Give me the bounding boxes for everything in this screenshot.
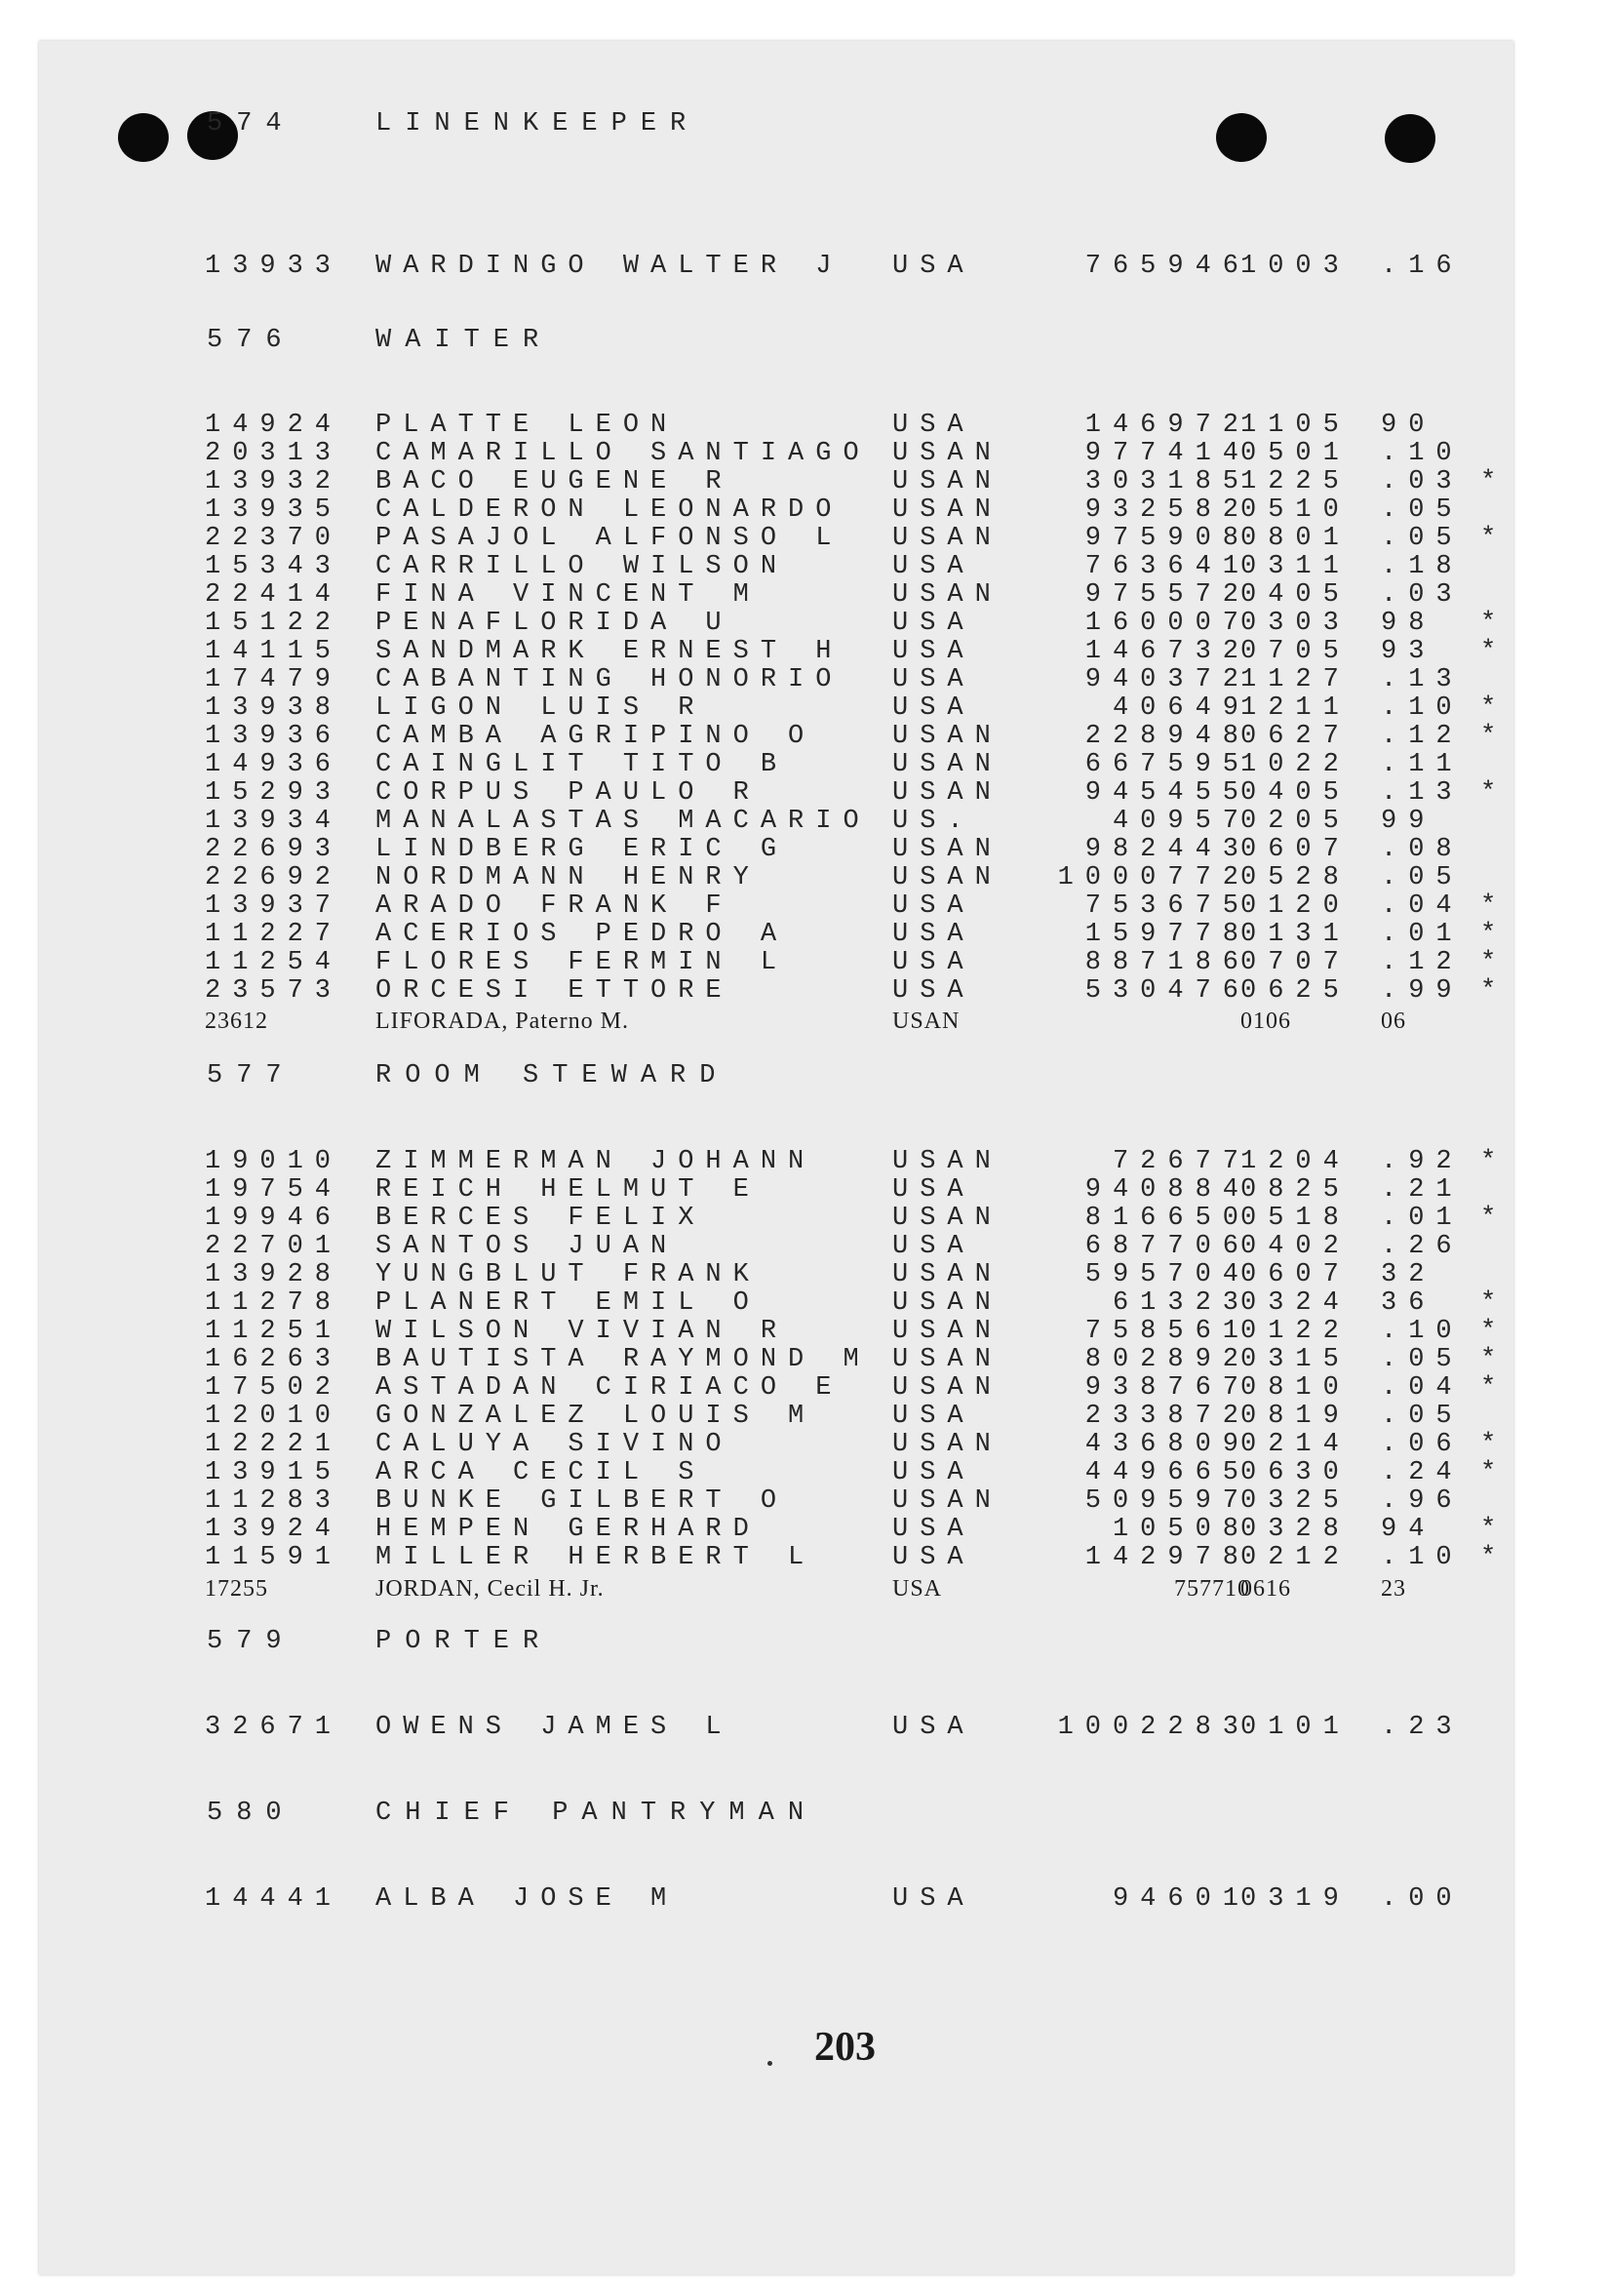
- document-page: [39, 41, 1513, 2275]
- crew-rate: .04: [1381, 1373, 1464, 1403]
- crew-name: ARADO FRANK F: [375, 891, 733, 921]
- crew-document-number: 160007: [1084, 609, 1250, 638]
- crew-id: 13934: [205, 807, 343, 836]
- crew-name: OWENS JAMES L: [375, 1713, 733, 1742]
- crew-document-number: 753675: [1084, 891, 1250, 921]
- section-title: WAITER: [375, 326, 553, 355]
- crew-nationality: USAN: [892, 1288, 1002, 1318]
- crew-id: 14441: [205, 1884, 343, 1914]
- crew-document-number: 146972: [1084, 411, 1250, 440]
- crew-date: 0607: [1240, 835, 1351, 864]
- crew-date: 1003: [1240, 252, 1351, 281]
- crew-id: 19946: [205, 1204, 343, 1233]
- crew-id: 12221: [205, 1430, 343, 1459]
- crew-document-number: 72677: [1112, 1147, 1250, 1176]
- crew-date: 0319: [1240, 1884, 1351, 1914]
- crew-document-number: 763641: [1084, 552, 1250, 581]
- crew-id: 22692: [205, 863, 343, 892]
- crew-date: 0324: [1240, 1288, 1351, 1318]
- crew-document-number: 765946: [1084, 252, 1250, 281]
- crew-rate: 23: [1381, 1576, 1406, 1602]
- crew-date: 0819: [1240, 1402, 1351, 1431]
- crew-id: 17255: [205, 1576, 268, 1602]
- crew-asterisk-mark: *: [1480, 920, 1509, 949]
- crew-name: BUNKE GILBERT O: [375, 1486, 789, 1516]
- crew-nationality: USA: [892, 637, 975, 666]
- crew-asterisk-mark: *: [1480, 1204, 1509, 1233]
- crew-rate: .01: [1381, 1204, 1464, 1233]
- crew-date: 1127: [1240, 665, 1351, 694]
- crew-nationality: USAN: [892, 1009, 961, 1034]
- crew-rate: .23: [1381, 1713, 1464, 1742]
- crew-nationality: USAN: [892, 835, 1002, 864]
- crew-asterisk-mark: *: [1480, 609, 1509, 638]
- crew-asterisk-mark: *: [1480, 948, 1509, 977]
- crew-name: ALBA JOSE M: [375, 1884, 679, 1914]
- crew-date: 0607: [1240, 1260, 1351, 1289]
- crew-rate: 06: [1381, 1009, 1406, 1034]
- crew-document-number: 945455: [1084, 778, 1250, 808]
- crew-date: 0801: [1240, 524, 1351, 553]
- crew-id: 32671: [205, 1713, 343, 1742]
- crew-id: 15293: [205, 778, 343, 808]
- crew-rate: .18: [1381, 552, 1464, 581]
- crew-date: 0625: [1240, 976, 1351, 1006]
- crew-document-number: 757710: [1174, 1576, 1250, 1602]
- crew-asterisk-mark: *: [1480, 524, 1509, 553]
- crew-id: 13937: [205, 891, 343, 921]
- crew-date: 0707: [1240, 948, 1351, 977]
- crew-nationality: USA: [892, 1402, 975, 1431]
- crew-asterisk-mark: *: [1480, 637, 1509, 666]
- crew-rate: .05: [1381, 1402, 1464, 1431]
- crew-rate: .10: [1381, 1543, 1464, 1572]
- crew-nationality: USAN: [892, 1430, 1002, 1459]
- crew-document-number: 61323: [1112, 1288, 1250, 1318]
- crew-asterisk-mark: *: [1480, 1458, 1509, 1487]
- crew-document-number: 816650: [1084, 1204, 1250, 1233]
- crew-name: ACERIOS PEDRO A: [375, 920, 789, 949]
- crew-id: 19010: [205, 1147, 343, 1176]
- crew-asterisk-mark: *: [1480, 693, 1509, 723]
- crew-date: 0518: [1240, 1204, 1351, 1233]
- crew-id: 11278: [205, 1288, 343, 1318]
- crew-id: 15122: [205, 609, 343, 638]
- crew-id: 22701: [205, 1232, 343, 1261]
- crew-document-number: 142978: [1084, 1543, 1250, 1572]
- crew-asterisk-mark: *: [1480, 891, 1509, 921]
- section-title: LINENKEEPER: [375, 109, 700, 139]
- crew-date: 1105: [1240, 411, 1351, 440]
- crew-date: 0630: [1240, 1458, 1351, 1487]
- crew-name: CAMARILLO SANTIAGO: [375, 439, 871, 468]
- crew-asterisk-mark: *: [1480, 1430, 1509, 1459]
- crew-document-number: 40957: [1112, 807, 1250, 836]
- crew-name: CAINGLIT TITO B: [375, 750, 789, 779]
- crew-name: WARDINGO WALTER J: [375, 252, 844, 281]
- crew-document-number: 982443: [1084, 835, 1250, 864]
- crew-rate: .03: [1381, 467, 1464, 496]
- crew-nationality: USA: [892, 1232, 975, 1261]
- crew-nationality: USA: [892, 1884, 975, 1914]
- crew-name: CALDERON LEONARDO: [375, 495, 844, 525]
- crew-date: 0705: [1240, 637, 1351, 666]
- crew-id: 22370: [205, 524, 343, 553]
- crew-rate: 99: [1381, 807, 1436, 836]
- crew-name: BACO EUGENE R: [375, 467, 733, 496]
- crew-date: 0214: [1240, 1430, 1351, 1459]
- crew-name: WILSON VIVIAN R: [375, 1317, 789, 1346]
- crew-rate: .96: [1381, 1486, 1464, 1516]
- crew-rate: .05: [1381, 1345, 1464, 1374]
- crew-document-number: 159778: [1084, 920, 1250, 949]
- crew-asterisk-mark: *: [1480, 1317, 1509, 1346]
- crew-rate: .10: [1381, 1317, 1464, 1346]
- crew-id: 13938: [205, 693, 343, 723]
- crew-nationality: USA: [892, 1175, 975, 1205]
- crew-date: 0627: [1240, 722, 1351, 751]
- crew-document-number: 228948: [1084, 722, 1250, 751]
- crew-rate: .13: [1381, 778, 1464, 808]
- section-title: PORTER: [375, 1627, 553, 1656]
- crew-id: 19754: [205, 1175, 343, 1205]
- crew-id: 11254: [205, 948, 343, 977]
- crew-document-number: 1002283: [1057, 1713, 1250, 1742]
- crew-date: 0106: [1240, 1009, 1291, 1034]
- crew-id: 22414: [205, 580, 343, 610]
- crew-document-number: 94601: [1112, 1884, 1250, 1914]
- crew-id: 11283: [205, 1486, 343, 1516]
- crew-id: 14924: [205, 411, 343, 440]
- crew-name: ORCESI ETTORE: [375, 976, 733, 1006]
- crew-date: 0616: [1240, 1576, 1291, 1602]
- crew-name: CORPUS PAULO R: [375, 778, 761, 808]
- crew-asterisk-mark: *: [1480, 1373, 1509, 1403]
- crew-document-number: 932582: [1084, 495, 1250, 525]
- crew-name: FLORES FERMIN L: [375, 948, 789, 977]
- crew-rate: .92: [1381, 1147, 1464, 1176]
- crew-nationality: USAN: [892, 1147, 1002, 1176]
- crew-date: 0325: [1240, 1486, 1351, 1516]
- crew-id: 11591: [205, 1543, 343, 1572]
- crew-name: LINDBERG ERIC G: [375, 835, 789, 864]
- crew-id: 16263: [205, 1345, 343, 1374]
- crew-nationality: USA: [892, 948, 975, 977]
- crew-rate: .12: [1381, 722, 1464, 751]
- crew-document-number: 940884: [1084, 1175, 1250, 1205]
- crew-nationality: USA: [892, 693, 975, 723]
- crew-rate: .26: [1381, 1232, 1464, 1261]
- crew-id: 23573: [205, 976, 343, 1006]
- crew-nationality: USA: [892, 920, 975, 949]
- crew-name: SANDMARK ERNEST H: [375, 637, 844, 666]
- crew-name: ARCA CECIL S: [375, 1458, 706, 1487]
- crew-id: 23612: [205, 1009, 268, 1034]
- crew-date: 0122: [1240, 1317, 1351, 1346]
- crew-name: CAMBA AGRIPINO O: [375, 722, 816, 751]
- crew-nationality: USAN: [892, 750, 1002, 779]
- crew-date: 0120: [1240, 891, 1351, 921]
- crew-rate: .24: [1381, 1458, 1464, 1487]
- crew-asterisk-mark: *: [1480, 467, 1509, 496]
- crew-document-number: 595704: [1084, 1260, 1250, 1289]
- crew-document-number: 303185: [1084, 467, 1250, 496]
- crew-asterisk-mark: *: [1480, 1515, 1509, 1544]
- crew-document-number: 40649: [1112, 693, 1250, 723]
- crew-nationality: USAN: [892, 580, 1002, 610]
- crew-date: 0510: [1240, 495, 1351, 525]
- crew-asterisk-mark: *: [1480, 1345, 1509, 1374]
- crew-name: CARRILLO WILSON: [375, 552, 789, 581]
- crew-nationality: USA: [892, 891, 975, 921]
- crew-nationality: USAN: [892, 1373, 1002, 1403]
- crew-id: 14115: [205, 637, 343, 666]
- section-title: CHIEF PANTRYMAN: [375, 1799, 818, 1828]
- crew-asterisk-mark: *: [1480, 1288, 1509, 1318]
- crew-date: 0212: [1240, 1543, 1351, 1572]
- crew-date: 0825: [1240, 1175, 1351, 1205]
- crew-nationality: US.: [892, 807, 975, 836]
- crew-name: JORDAN, Cecil H. Jr.: [375, 1576, 605, 1602]
- crew-document-number: 667595: [1084, 750, 1250, 779]
- crew-document-number: 530476: [1084, 976, 1250, 1006]
- crew-document-number: 758561: [1084, 1317, 1250, 1346]
- crew-nationality: USA: [892, 976, 975, 1006]
- crew-date: 0328: [1240, 1515, 1351, 1544]
- crew-name: PENAFLORIDA U: [375, 609, 733, 638]
- crew-name: MILLER HERBERT L: [375, 1543, 816, 1572]
- crew-id: 13935: [205, 495, 343, 525]
- crew-document-number: 436809: [1084, 1430, 1250, 1459]
- crew-rate: .05: [1381, 524, 1464, 553]
- crew-nationality: USAN: [892, 778, 1002, 808]
- punch-hole: [1216, 113, 1267, 162]
- crew-document-number: 146732: [1084, 637, 1250, 666]
- crew-nationality: USA: [892, 1515, 975, 1544]
- crew-rate: .05: [1381, 863, 1464, 892]
- crew-asterisk-mark: *: [1480, 1147, 1509, 1176]
- crew-asterisk-mark: *: [1480, 1543, 1509, 1572]
- crew-rate: .12: [1381, 948, 1464, 977]
- crew-rate: 32: [1381, 1260, 1436, 1289]
- crew-id: 13928: [205, 1260, 343, 1289]
- crew-date: 0501: [1240, 439, 1351, 468]
- crew-id: 13915: [205, 1458, 343, 1487]
- crew-rate: .21: [1381, 1175, 1464, 1205]
- crew-nationality: USAN: [892, 524, 1002, 553]
- crew-nationality: USAN: [892, 863, 1002, 892]
- crew-nationality: USAN: [892, 439, 1002, 468]
- crew-date: 1022: [1240, 750, 1351, 779]
- crew-name: MANALASTAS MACARIO: [375, 807, 871, 836]
- crew-date: 0402: [1240, 1232, 1351, 1261]
- crew-document-number: 449665: [1084, 1458, 1250, 1487]
- crew-id: 13933: [205, 252, 343, 281]
- crew-nationality: USAN: [892, 495, 1002, 525]
- crew-date: 0303: [1240, 609, 1351, 638]
- crew-date: 0405: [1240, 580, 1351, 610]
- page-number: 203: [814, 2025, 876, 2070]
- crew-id: 17502: [205, 1373, 343, 1403]
- punch-hole: [118, 113, 169, 162]
- crew-date: 1204: [1240, 1147, 1351, 1176]
- crew-nationality: USAN: [892, 722, 1002, 751]
- crew-nationality: USA: [892, 1458, 975, 1487]
- crew-nationality: USA: [892, 1543, 975, 1572]
- crew-name: LIGON LUIS R: [375, 693, 706, 723]
- crew-name: PLATTE LEON: [375, 411, 679, 440]
- crew-name: ASTADAN CIRIACO E: [375, 1373, 844, 1403]
- crew-document-number: 977414: [1084, 439, 1250, 468]
- crew-rate: .06: [1381, 1430, 1464, 1459]
- crew-date: 0810: [1240, 1373, 1351, 1403]
- crew-rate: .13: [1381, 665, 1464, 694]
- crew-date: 0101: [1240, 1713, 1351, 1742]
- crew-rate: .11: [1381, 750, 1464, 779]
- crew-nationality: USA: [892, 609, 975, 638]
- crew-date: 0528: [1240, 863, 1351, 892]
- crew-document-number: 938767: [1084, 1373, 1250, 1403]
- section-code: 576: [207, 326, 295, 355]
- crew-document-number: 509597: [1084, 1486, 1250, 1516]
- crew-id: 20313: [205, 439, 343, 468]
- crew-nationality: USA: [892, 1713, 975, 1742]
- crew-document-number: 802892: [1084, 1345, 1250, 1374]
- crew-rate: 93: [1381, 637, 1436, 666]
- crew-name: PLANERT EMIL O: [375, 1288, 761, 1318]
- crew-id: 14936: [205, 750, 343, 779]
- crew-document-number: 1000772: [1057, 863, 1250, 892]
- crew-date: 0205: [1240, 807, 1351, 836]
- crew-document-number: 975908: [1084, 524, 1250, 553]
- crew-name: SANTOS JUAN: [375, 1232, 679, 1261]
- crew-name: REICH HELMUT E: [375, 1175, 761, 1205]
- crew-rate: .10: [1381, 439, 1464, 468]
- crew-document-number: 687706: [1084, 1232, 1250, 1261]
- crew-name: BERCES FELIX: [375, 1204, 706, 1233]
- page-dot: [767, 2061, 772, 2066]
- crew-rate: .99: [1381, 976, 1464, 1006]
- crew-date: 0131: [1240, 920, 1351, 949]
- crew-id: 11227: [205, 920, 343, 949]
- crew-date: 0315: [1240, 1345, 1351, 1374]
- punch-hole: [1385, 114, 1435, 163]
- crew-id: 12010: [205, 1402, 343, 1431]
- crew-nationality: USA: [892, 411, 975, 440]
- crew-nationality: USA: [892, 552, 975, 581]
- crew-rate: 94: [1381, 1515, 1436, 1544]
- crew-nationality: USA: [892, 252, 975, 281]
- crew-nationality: USAN: [892, 1486, 1002, 1516]
- crew-rate: .00: [1381, 1884, 1464, 1914]
- crew-id: 13936: [205, 722, 343, 751]
- crew-document-number: 887186: [1084, 948, 1250, 977]
- crew-nationality: USA: [892, 1576, 943, 1602]
- crew-name: LIFORADA, Paterno M.: [375, 1009, 629, 1034]
- section-code: 574: [207, 109, 295, 139]
- crew-name: NORDMANN HENRY: [375, 863, 761, 892]
- crew-rate: .05: [1381, 495, 1464, 525]
- crew-name: YUNGBLUT FRANK: [375, 1260, 761, 1289]
- crew-asterisk-mark: *: [1480, 778, 1509, 808]
- crew-rate: .08: [1381, 835, 1464, 864]
- crew-nationality: USAN: [892, 1204, 1002, 1233]
- crew-id: 17479: [205, 665, 343, 694]
- crew-rate: .10: [1381, 693, 1464, 723]
- crew-nationality: USA: [892, 665, 975, 694]
- crew-id: 13932: [205, 467, 343, 496]
- crew-rate: .04: [1381, 891, 1464, 921]
- crew-document-number: 233872: [1084, 1402, 1250, 1431]
- crew-nationality: USAN: [892, 1317, 1002, 1346]
- crew-name: ZIMMERMAN JOHANN: [375, 1147, 816, 1176]
- crew-nationality: USAN: [892, 1260, 1002, 1289]
- crew-asterisk-mark: *: [1480, 722, 1509, 751]
- crew-rate: 90: [1381, 411, 1436, 440]
- crew-document-number: 10508: [1112, 1515, 1250, 1544]
- crew-name: PASAJOL ALFONSO L: [375, 524, 844, 553]
- crew-name: GONZALEZ LOUIS M: [375, 1402, 816, 1431]
- crew-name: CALUYA SIVINO: [375, 1430, 733, 1459]
- section-code: 580: [207, 1799, 295, 1828]
- section-title: ROOM STEWARD: [375, 1061, 729, 1090]
- crew-id: 11251: [205, 1317, 343, 1346]
- crew-document-number: 940372: [1084, 665, 1250, 694]
- section-code: 577: [207, 1061, 295, 1090]
- crew-asterisk-mark: *: [1480, 976, 1509, 1006]
- crew-nationality: USAN: [892, 1345, 1002, 1374]
- crew-rate: .03: [1381, 580, 1464, 610]
- crew-nationality: USAN: [892, 467, 1002, 496]
- crew-name: CABANTING HONORIO: [375, 665, 844, 694]
- crew-date: 1225: [1240, 467, 1351, 496]
- crew-rate: .16: [1381, 252, 1464, 281]
- section-code: 579: [207, 1627, 295, 1656]
- crew-id: 13924: [205, 1515, 343, 1544]
- crew-date: 0311: [1240, 552, 1351, 581]
- crew-rate: 36: [1381, 1288, 1436, 1318]
- crew-document-number: 975572: [1084, 580, 1250, 610]
- crew-rate: 98: [1381, 609, 1436, 638]
- crew-date: 1211: [1240, 693, 1351, 723]
- crew-rate: .01: [1381, 920, 1464, 949]
- crew-name: FINA VINCENT M: [375, 580, 761, 610]
- crew-date: 0405: [1240, 778, 1351, 808]
- crew-id: 15343: [205, 552, 343, 581]
- crew-name: BAUTISTA RAYMOND M: [375, 1345, 871, 1374]
- crew-name: HEMPEN GERHARD: [375, 1515, 761, 1544]
- crew-id: 22693: [205, 835, 343, 864]
